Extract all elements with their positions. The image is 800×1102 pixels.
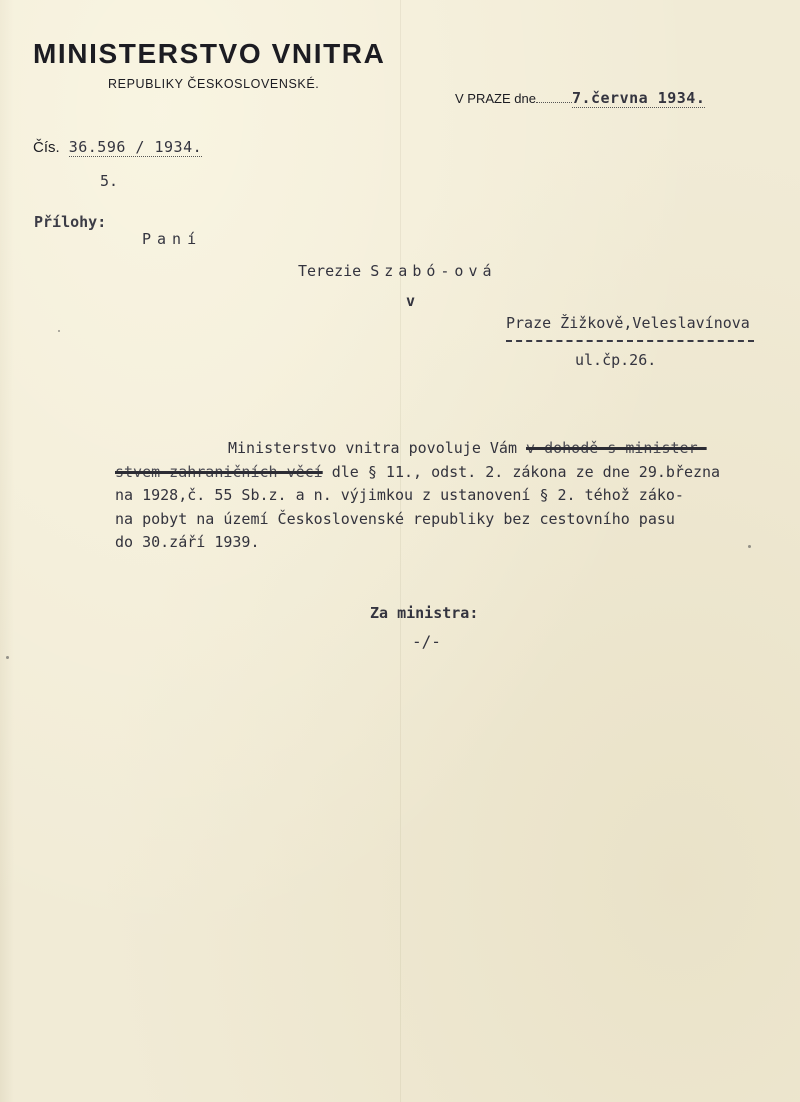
signoff: Za ministra: <box>370 604 479 622</box>
struck-text-1: v dohodě s minister- <box>526 439 707 457</box>
date-dotted-fill <box>536 102 572 103</box>
body-line-4: na pobyt na území Československé republiky bez cestovního pasu <box>115 509 675 528</box>
recipient-first-name: Terezie <box>298 262 362 280</box>
signature: -/- <box>412 632 441 651</box>
letter-body <box>115 437 775 555</box>
reference-number: 36.596 / 1934. <box>68 138 203 156</box>
reference-label: Čís. <box>33 139 60 156</box>
paper-speck <box>6 656 9 659</box>
body-line-2-text: dle § 11., odst. 2. zákona ze dne 29.března <box>322 462 721 481</box>
recipient-salutation: Paní <box>142 230 203 248</box>
body-line-1 <box>115 437 775 461</box>
struck-text-2: stvem zahraničních věcí <box>115 462 323 481</box>
street-underline <box>506 340 754 342</box>
reference-line <box>33 138 202 156</box>
body-line-1-text: Ministerstvo vnitra povoluje Vám <box>228 439 527 457</box>
reference-sub: 5. <box>100 172 119 190</box>
recipient-name <box>298 262 497 280</box>
recipient-surname: Szabó-ová <box>370 262 497 280</box>
recipient-street: Praze Žižkově,Veleslavínova <box>506 314 750 332</box>
recipient-house: ul.čp.26. <box>575 351 657 369</box>
body-line-3: na 1928,č. 55 Sb.z. a n. výjimkou z ustanovení § 2. téhož záko- <box>115 486 684 504</box>
paper-speck <box>58 330 60 332</box>
date-line <box>455 89 705 107</box>
body-line-2 <box>115 461 775 485</box>
recipient-preposition: v <box>406 292 416 310</box>
date-value: 7.června 1934. <box>571 89 706 107</box>
letterhead-subtitle: REPUBLIKY ČESKOSLOVENSKÉ. <box>108 77 320 91</box>
paper-speck <box>748 545 751 548</box>
letterhead-title: MINISTERSTVO VNITRA <box>33 38 386 69</box>
attachments-label: Přílohy: <box>34 213 107 231</box>
date-prefix: V PRAZE dne <box>455 91 536 106</box>
body-line-5: do 30.září 1939. <box>115 533 260 551</box>
